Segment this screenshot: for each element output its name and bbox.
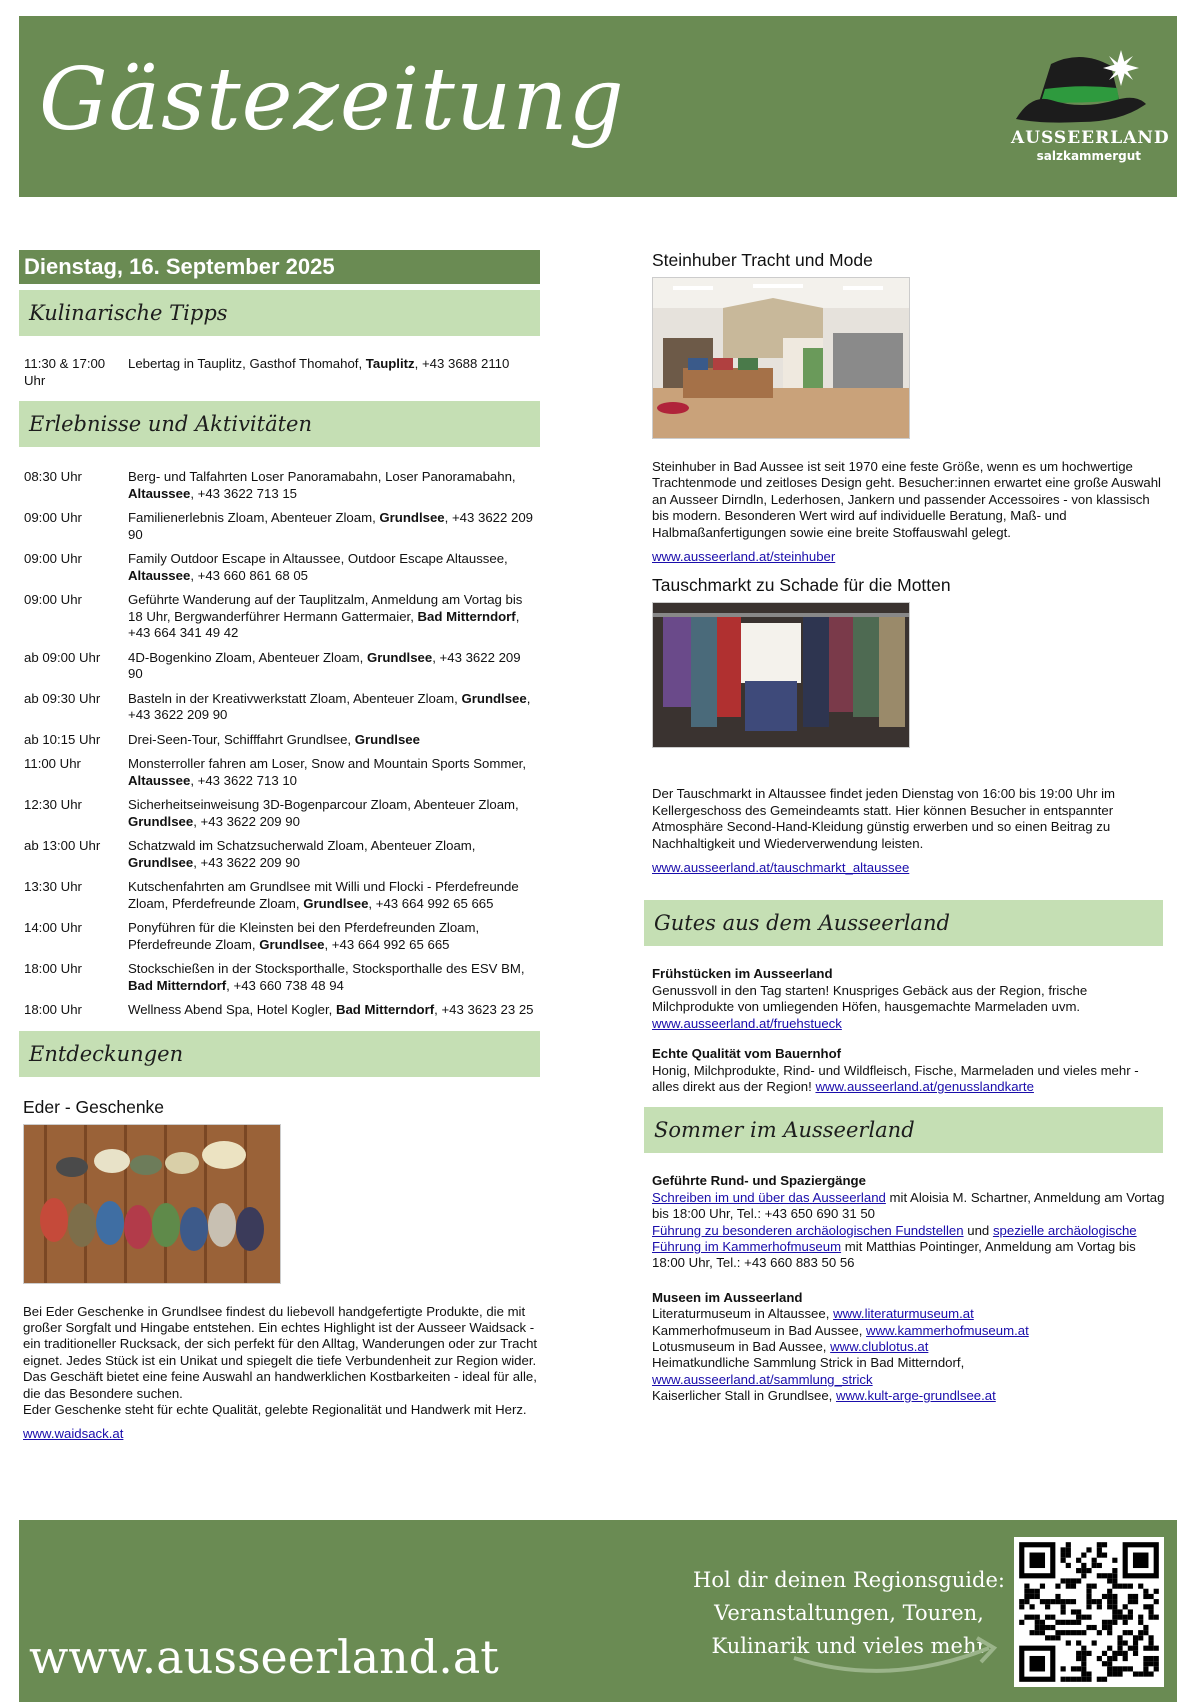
event-location: Grundlsee (128, 813, 194, 829)
event-row (19, 551, 540, 584)
event-phone: , +43 3623 23 25 (434, 1002, 534, 1017)
event-text: Monsterroller fahren am Loser, Snow and Mountain Sports Sommer, (128, 756, 527, 771)
museum-link[interactable]: www.kult-arge-grundlsee.at (835, 1388, 996, 1404)
event-location: Grundlsee (303, 895, 369, 911)
event-phone: , +43 3622 713 15 (190, 485, 298, 501)
event-time: 13:30 Uhr (24, 879, 82, 894)
event-phone: , +43 3622 209 90 (193, 854, 300, 870)
qr-code[interactable] (1014, 1537, 1164, 1687)
culinary-list (19, 356, 540, 389)
event-location: Grundlsee (461, 690, 527, 706)
museum-item (652, 1339, 1168, 1355)
event-location: Bad Mitterndorf (417, 608, 516, 624)
footer-banner (19, 1520, 1177, 1702)
event-text: Sicherheitseinweisung 3D-Bogenparcour Zloam, Abenteuer Zloam, (128, 797, 519, 812)
event-location: Bad Mitterndorf (128, 977, 227, 993)
event-time: 18:00 Uhr (24, 961, 82, 976)
event-text: Familienerlebnis Zloam, Abenteuer Zloam, (128, 510, 380, 525)
kammerhof-fuehrung-link[interactable]: spezielle archäologische Führung im Kammerhofmuseum (652, 1222, 1137, 1254)
fuehrungen-block (652, 1173, 1168, 1271)
bauernhof-block (652, 1046, 1168, 1095)
event-description (128, 879, 538, 912)
museum-name: Kaiserlicher Stall in Grundlsee, (652, 1388, 836, 1404)
event-row (19, 961, 540, 994)
newspaper-title: Gästezeitung (39, 50, 625, 150)
steinhuber-photo (652, 277, 910, 439)
culinary-row (19, 356, 540, 389)
event-description (128, 592, 538, 642)
event-row (19, 510, 540, 543)
clothes-rack-image (653, 603, 909, 747)
eder-description: Bei Eder Geschenke in Grundlsee findest du liebevoll handgefertigte Produkte, die mit großer Sorgfalt und Hingabe entstehen. Ein echtes Highlight ist der Ausseer Waidsack - ein traditioneller Rucksack, der sich perfekt für den Alltag, Wanderungen oder zur Tracht eignet. Jedes Stück ist ein Unikat und spiegelt die tiefe Verbundenheit zur Region wider. Das Geschäft bietet eine feine Auswahl an handwerklichen Kostbarkeiten - ideal für alle, die das Besondere suchen. (23, 1303, 538, 1401)
event-description (128, 551, 538, 584)
genusslandkarte-link[interactable]: www.ausseerland.at/genusslandkarte (815, 1078, 1034, 1094)
event-text: Ponyführen für die Kleinsten bei den Pferdefreunden Zloam, Pferdefreunde Zloam, (128, 920, 480, 952)
event-phone: , +43 3622 209 90 (128, 649, 521, 681)
event-phone: , +43 3688 2110 (414, 356, 510, 371)
event-list (19, 469, 540, 1019)
museen-title: Museen im Ausseerland (652, 1289, 803, 1305)
event-description (128, 961, 538, 994)
footer-website[interactable]: www.ausseerland.at (29, 1630, 499, 1684)
event-description (128, 510, 538, 543)
date-heading: Dienstag, 16. September 2025 (19, 250, 540, 284)
event-text: Geführte Wanderung auf der Tauplitzalm, Anmeldung am Vortag bis 18 Uhr, Bergwanderführer Hermann Gattermaier, (128, 592, 523, 624)
event-time: ab 09:30 Uhr (24, 690, 101, 706)
event-text: Kutschenfahrten am Grundlsee mit Willi und Flocki - Pferdefreunde Zloam, Pferdefreunde Zloam, (128, 879, 519, 911)
archaeologie-text: mit Matthias Pointinger, Anmeldung am Vortag bis 18:00 Uhr, Tel.: +43 660 883 50 56 (652, 1238, 1136, 1271)
museum-item (652, 1306, 1168, 1322)
event-time: 09:00 Uhr (24, 510, 82, 525)
masthead (19, 16, 1177, 197)
event-description (128, 797, 538, 830)
tauschmarkt-link[interactable]: www.ausseerland.at/tauschmarkt_altaussee (652, 860, 910, 876)
event-text: Lebertag in Tauplitz, Gasthof Thomahof, (128, 356, 366, 371)
event-location: Grundlsee (259, 936, 325, 952)
museum-link[interactable]: www.kammerhofmuseum.at (866, 1322, 1029, 1338)
museum-name: Lotusmuseum in Bad Aussee, (652, 1338, 831, 1354)
event-location: Altaussee (128, 567, 191, 583)
event-time: ab 13:00 Uhr (24, 838, 101, 853)
event-location: Altaussee (128, 772, 191, 788)
museum-item (652, 1388, 1168, 1404)
promo-line-3: Kulinarik und vieles mehr (711, 1634, 987, 1658)
steinhuber-description: Steinhuber in Bad Aussee ist seit 1970 eine feste Größe, wenn es um hochwertige Trachtenmode und zeitloses Design geht. Besucher:innen erwartet eine große Auswahl an Ausseer Dirndln, Lederhosen, Jankern und passender Accessoires - von klassisch bis modern. Besonderen Wert wird auf individuelle Beratung, Maß- und Halbmaßanfertigungen sowie eine breite Stoffauswahl gelegt. (652, 459, 1161, 540)
event-time: 14:00 Uhr (24, 920, 82, 935)
event-text: Wellness Abend Spa, Hotel Kogler, (128, 1002, 336, 1017)
event-row (19, 732, 540, 749)
ausseerland-logo[interactable] (1011, 44, 1170, 174)
event-text: Stockschießen in der Stocksporthalle, Stocksporthalle des ESV BM, (128, 961, 525, 976)
bauernhof-title: Echte Qualität vom Bauernhof (652, 1046, 842, 1062)
event-row (19, 879, 540, 912)
fruehstueck-text: Genussvoll in den Tag starten! Knuspriges Gebäck aus der Region, frische Milchprodukte von umliegenden Höfen, hausgemachte Marmeladen uvm. (652, 982, 1088, 1015)
waidsack-link[interactable]: www.waidsack.at (23, 1426, 124, 1442)
event-phone: , +43 3622 209 90 (128, 690, 531, 722)
event-description (128, 1002, 538, 1019)
museum-name: Kammerhofmuseum in Bad Aussee, (652, 1322, 867, 1338)
event-text: Basteln in der Kreativwerkstatt Zloam, Abenteuer Zloam, (128, 690, 462, 706)
fuehrungen-title: Geführte Rund- und Spaziergänge (652, 1173, 866, 1189)
event-time: 08:30 Uhr (24, 469, 82, 484)
event-location: Altaussee (128, 485, 191, 501)
event-time: 09:00 Uhr (24, 592, 82, 607)
left-column (19, 250, 540, 1443)
eder-description-2: Eder Geschenke steht für echte Qualität, gelebte Regionalität und Handwerk mit Herz. (23, 1401, 527, 1417)
event-time: 18:00 Uhr (24, 1002, 82, 1017)
event-description (128, 732, 538, 749)
event-description (128, 838, 538, 871)
eder-title: Eder - Geschenke (23, 1096, 165, 1117)
event-row (19, 691, 540, 724)
culinary-time: 11:30 & 17:00 Uhr (24, 356, 106, 388)
event-location: Grundlsee (128, 854, 194, 870)
event-row (19, 756, 540, 789)
event-text: Drei-Seen-Tour, Schifffahrt Grundlsee, (128, 731, 355, 747)
arrow-icon (789, 1628, 1009, 1678)
event-phone: , +43 664 341 49 42 (128, 608, 520, 640)
event-phone: , +43 660 861 68 05 (190, 567, 309, 583)
event-phone: , +43 664 992 65 665 (368, 895, 494, 911)
event-phone: , +43 3622 209 90 (128, 510, 534, 542)
museum-link[interactable]: www.ausseerland.at/sammlung_strick (652, 1371, 873, 1387)
fruehstueck-block (652, 966, 1168, 1032)
tauschmarkt-title: Tauschmarkt zu Schade für die Motten (652, 575, 951, 596)
event-description (128, 469, 538, 502)
steinhuber-title: Steinhuber Tracht und Mode (652, 250, 873, 270)
event-location: Grundlsee (366, 649, 433, 665)
event-phone: , +43 660 738 48 94 (226, 977, 344, 993)
event-row (19, 1002, 540, 1019)
event-description (128, 756, 538, 789)
qr-code-icon (1014, 1537, 1164, 1687)
event-row (19, 592, 540, 642)
event-row (19, 838, 540, 871)
culinary-description (128, 356, 538, 389)
hats-and-bags-image (24, 1125, 280, 1283)
event-description (128, 691, 538, 724)
section-sommer: Sommer im Ausseerland (644, 1107, 1163, 1153)
archaeologie-und: und (963, 1222, 993, 1238)
section-erlebnisse: Erlebnisse und Aktivitäten (19, 401, 540, 447)
promo-line-1: Hol dir deinen Regionsguide: (693, 1568, 1005, 1592)
event-location: Tauplitz (365, 356, 415, 371)
event-row (19, 469, 540, 502)
event-phone: , +43 3622 209 90 (193, 813, 300, 829)
museum-link[interactable]: www.clublotus.at (830, 1338, 929, 1354)
section-entdeckungen: Entdeckungen (19, 1031, 540, 1077)
event-phone: , +43 3622 713 10 (190, 772, 298, 788)
event-text: 4D-Bogenkino Zloam, Abenteuer Zloam, (128, 649, 367, 665)
event-time: 09:00 Uhr (24, 551, 82, 566)
store-interior-image (653, 278, 909, 438)
section-gutes: Gutes aus dem Ausseerland (644, 900, 1163, 946)
event-phone: , +43 664 992 65 665 (324, 936, 450, 952)
event-row (19, 920, 540, 953)
event-description (128, 650, 538, 683)
museum-link[interactable]: www.literaturmuseum.at (833, 1306, 974, 1322)
event-text: Berg- und Talfahrten Loser Panoramabahn, Loser Panoramabahn, (128, 469, 516, 484)
tauschmarkt-photo (652, 602, 910, 748)
museum-name: Heimatkundliche Sammlung Strick in Bad Mitterndorf, (652, 1355, 965, 1371)
schreiben-text: mit Aloisia M. Schartner, Anmeldung am Vortag bis 18:00 Uhr, Tel.: +43 650 690 31 50 (652, 1189, 1165, 1222)
event-text: Family Outdoor Escape in Altaussee, Outdoor Escape Altaussee, (128, 551, 508, 566)
fruehstueck-link[interactable]: www.ausseerland.at/fruehstueck (652, 1015, 842, 1031)
event-row (19, 650, 540, 683)
tauschmarkt-description: Der Tauschmarkt in Altaussee findet jeden Dienstag von 16:00 bis 19:00 Uhr im Kellergeschoss des Gemeindeamts statt. Hier können Besucher in entspannter Atmosphäre Second-Hand-Kleidung günstig erwerben und so einen Beitrag zu Nachhaltigkeit und Wiederverwendung leisten. (652, 786, 1116, 851)
museum-name: Literaturmuseum in Altaussee, (652, 1306, 834, 1322)
archaeologie-link[interactable]: Führung zu besonderen archäologischen Fundstellen (652, 1222, 964, 1238)
event-location: Bad Mitterndorf (335, 1002, 435, 1017)
logo-subtitle: salzkammergut (1036, 149, 1141, 163)
schreiben-link[interactable]: Schreiben im und über das Ausseerland (652, 1189, 886, 1205)
event-time: ab 10:15 Uhr (24, 731, 101, 747)
event-time: 12:30 Uhr (24, 797, 82, 812)
event-row (19, 797, 540, 830)
museum-item (652, 1323, 1168, 1339)
steinhuber-link[interactable]: www.ausseerland.at/steinhuber (652, 549, 836, 565)
museum-list (652, 1306, 1168, 1404)
event-description (128, 920, 538, 953)
eder-photo (23, 1124, 281, 1284)
museen-block (652, 1290, 1168, 1405)
fruehstueck-title: Frühstücken im Ausseerland (652, 966, 833, 982)
section-kulinarische-tipps: Kulinarische Tipps (19, 290, 540, 336)
event-time: ab 09:00 Uhr (24, 649, 101, 665)
event-time: 11:00 Uhr (24, 756, 81, 771)
right-column (648, 250, 1168, 1405)
logo-wordmark: AUSSEERLAND (1011, 128, 1170, 148)
bauernhof-text: Honig, Milchprodukte, Rind- und Wildfleisch, Fische, Marmeladen und vieles mehr - alles direkt aus der Region! (652, 1062, 1139, 1094)
hat-logo-icon (1011, 44, 1151, 134)
promo-line-2: Veranstaltungen, Touren, (714, 1601, 984, 1625)
museum-item (652, 1355, 1168, 1388)
event-location: Grundlsee (379, 510, 445, 525)
event-location: Grundlsee (354, 731, 420, 747)
event-text: Schatzwald im Schatzsucherwald Zloam, Abenteuer Zloam, (128, 838, 476, 853)
